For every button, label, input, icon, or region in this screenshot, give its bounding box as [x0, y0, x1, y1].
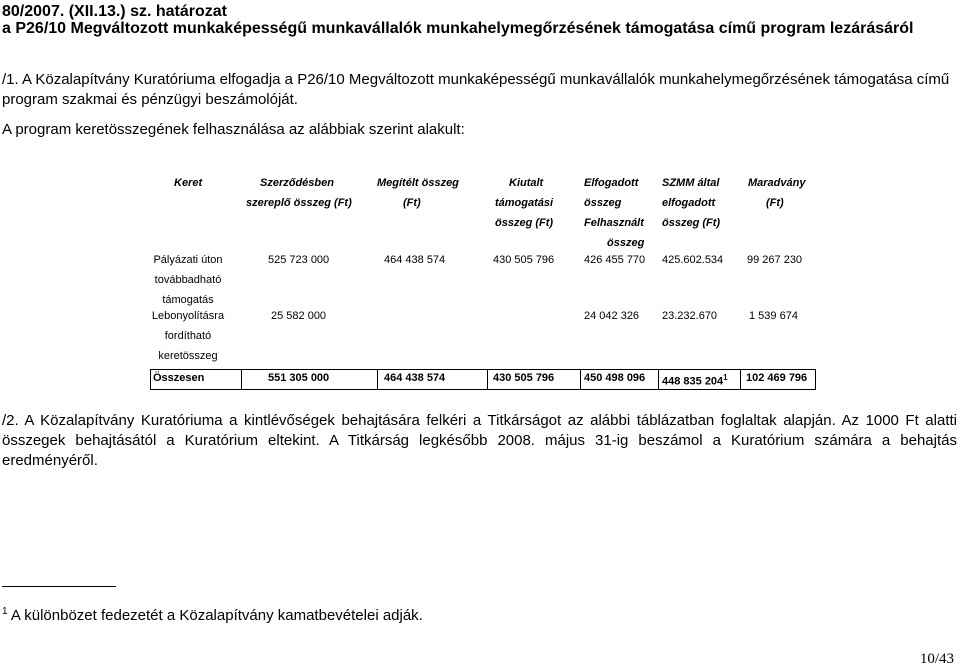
header-remainder-2: (Ft): [766, 197, 784, 209]
row1-szmm: 425.602.534: [662, 254, 724, 266]
header-keret: Keret: [174, 177, 203, 189]
paragraph-2-line-1: /2. A Közalapítvány Kuratóriuma a kintlévőségek behajtására felkéri a Titkárságot az alábbi táblázatban foglaltak alapján. Az 1000 Ft alatti: [2, 412, 957, 429]
header-accepted-3: Felhasznált: [584, 217, 644, 229]
budget-table: [150, 173, 816, 390]
total-row-divider-5: [658, 370, 659, 389]
footnote-mark: 1: [2, 606, 8, 617]
header-remainder-1: Maradvány: [748, 177, 806, 189]
header-paid-3: összeg (Ft): [495, 217, 554, 229]
row1-accepted: 426 455 770: [584, 254, 646, 266]
row1-remainder: 99 267 230: [747, 254, 803, 266]
resolution-number: 80/2007. (XII.13.) sz. határozat: [2, 3, 227, 20]
paragraph-table-intro: A program keretösszegének felhasználása az alábbiak szerint alakult:: [2, 121, 465, 138]
total-remainder: 102 469 796: [746, 372, 808, 384]
total-contract: 551 305 000: [268, 372, 330, 384]
row1-paid: 430 505 796: [493, 254, 555, 266]
footnote-text: A különbözet fedezetét a Közalapítvány kamatbevételei adják.: [10, 607, 423, 624]
row1-label-3: támogatás: [162, 294, 214, 306]
paragraph-1: [2, 70, 957, 110]
footnote: [2, 603, 423, 625]
total-row-divider-1: [241, 370, 242, 389]
row2-label-2: fordítható: [164, 330, 212, 342]
header-paid-1: Kiutalt: [509, 177, 544, 189]
row2-label-3: keretösszeg: [158, 350, 218, 362]
total-row-border-right: [815, 370, 816, 389]
row2-accepted: 24 042 326: [584, 310, 640, 322]
header-paid-2: támogatási: [495, 197, 554, 209]
row1-label-2: továbbadható: [154, 274, 222, 286]
resolution-subject: a P26/10 Megváltozott munkaképességű munkavállalók munkahelymegőrzésének támogatása című program lezárásáról: [2, 20, 914, 37]
row1-awarded: 464 438 574: [384, 254, 446, 266]
paragraph-1-line-1: /1. A Közalapítvány Kuratóriuma elfogadja a P26/10 Megváltozott munkaképességű munkavállalók munkahelymegőrzésének támogatása című: [2, 71, 950, 88]
header-awarded-2: (Ft): [403, 197, 421, 209]
total-row-divider-4: [580, 370, 581, 389]
header-accepted-2: összeg: [584, 197, 622, 209]
paragraph-1-line-2: program szakmai és pénzügyi beszámolóját.: [2, 91, 298, 108]
row2-remainder: 1 539 674: [749, 310, 798, 322]
row2-label-1: Lebonyolításra: [151, 310, 225, 322]
row1-label-1: Pályázati úton: [153, 254, 223, 266]
total-szmm: [662, 368, 728, 392]
header-szmm-1: SZMM által: [662, 177, 720, 189]
row2-szmm: 23.232.670: [662, 310, 718, 322]
header-szmm-3: összeg (Ft): [662, 217, 721, 229]
total-accepted: 450 498 096: [584, 372, 646, 384]
header-awarded-1: Megítélt összeg: [377, 177, 459, 189]
paragraph-2: [2, 411, 957, 471]
total-label: Összesen: [153, 372, 205, 384]
total-szmm-value: 448 835 204: [662, 375, 724, 388]
footnote-separator: [2, 586, 116, 587]
total-row-divider-2: [377, 370, 378, 389]
row2-contract: 25 582 000: [271, 310, 327, 322]
total-szmm-footnote-mark: 1: [723, 373, 728, 382]
header-accepted-4: összeg: [607, 237, 645, 249]
header-contract-2: szereplő összeg (Ft): [246, 197, 352, 209]
page-number: 10/43: [919, 651, 954, 667]
total-awarded: 464 438 574: [384, 372, 446, 384]
total-row-divider-3: [487, 370, 488, 389]
total-row-border-left: [150, 370, 151, 389]
paragraph-2-line-3: eredményéről.: [2, 452, 98, 469]
total-row-divider-6: [740, 370, 741, 389]
row1-contract: 525 723 000: [268, 254, 330, 266]
total-paid: 430 505 796: [493, 372, 555, 384]
paragraph-2-line-2: összegek behajtásától a Kuratórium eltekint. A Titkárság legkésőbb 2008. május 31-ig beszámol a Kuratórium számára a behajtás: [2, 432, 957, 449]
header-contract-1: Szerződésben: [260, 177, 334, 189]
header-accepted-1: Elfogadott: [584, 177, 639, 189]
header-szmm-2: elfogadott: [662, 197, 716, 209]
